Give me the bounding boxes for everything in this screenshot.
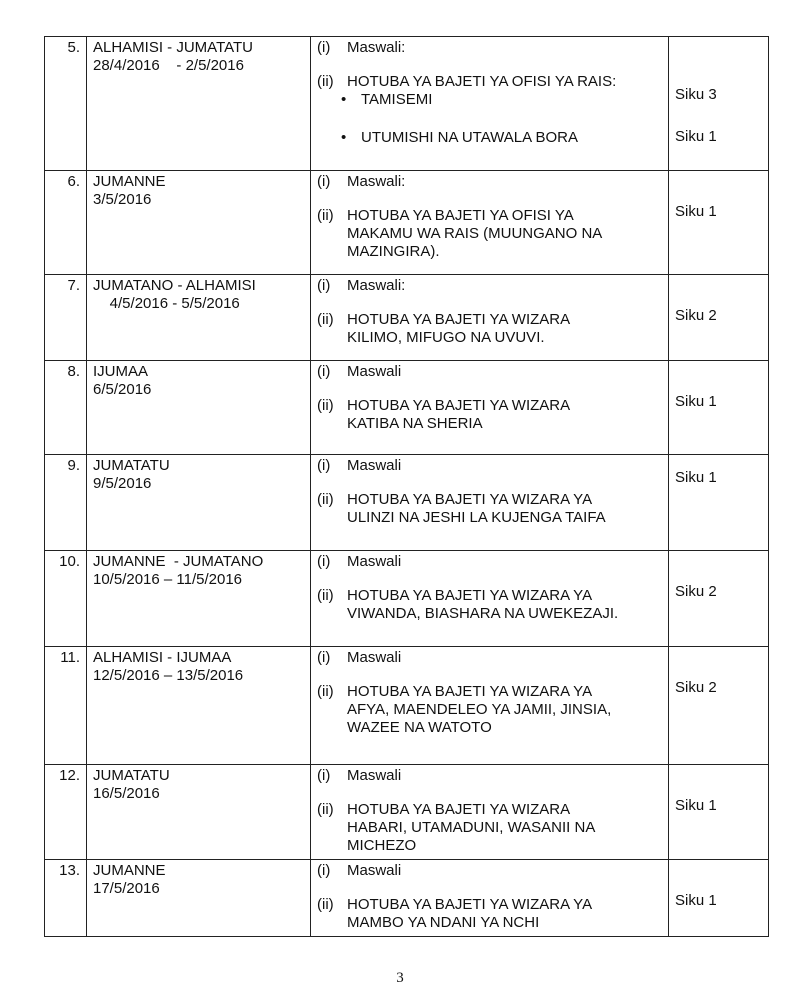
- duration-cell: [669, 171, 769, 275]
- date-cell: [87, 765, 311, 860]
- agenda-item-label: (i): [317, 767, 331, 784]
- date-line: JUMANNE - JUMATANO: [93, 553, 264, 570]
- agenda-item-text: HOTUBA YA BAJETI YA WIZARA YA ULINZI NA JESHI LA KUJENGA TAIFA: [347, 491, 606, 526]
- duration-value: Siku 3: [675, 86, 717, 103]
- agenda-item: [317, 683, 662, 737]
- duration-value: Siku 1: [675, 128, 717, 145]
- agenda-bullet: [317, 91, 662, 109]
- date-line: 12/5/2016 – 13/5/2016: [93, 667, 244, 684]
- agenda-item: [317, 397, 662, 433]
- agenda-item-label: (i): [317, 649, 331, 666]
- agenda-cell: [311, 647, 669, 765]
- agenda-item-text: HOTUBA YA BAJETI YA OFISI YA RAIS:: [347, 73, 617, 90]
- agenda-item-text: Maswali:: [347, 39, 406, 56]
- date-cell: [87, 171, 311, 275]
- schedule-row: [45, 37, 769, 171]
- agenda-item-label: (i): [317, 553, 331, 570]
- date-line: JUMANNE: [93, 862, 166, 879]
- agenda-item-label: (ii): [317, 491, 334, 508]
- row-number: 10.: [45, 551, 87, 647]
- date-line: 9/5/2016: [93, 475, 152, 492]
- date-line: 16/5/2016: [93, 785, 160, 802]
- schedule-row: [45, 275, 769, 361]
- row-number: 5.: [45, 37, 87, 171]
- page-number: 3: [396, 970, 404, 986]
- row-number: 13.: [45, 860, 87, 937]
- duration-cell: [669, 455, 769, 551]
- agenda-item-text: Maswali: [347, 767, 402, 784]
- bullet-icon: •: [341, 129, 347, 146]
- agenda-item-label: (i): [317, 173, 331, 190]
- date-line: JUMANNE: [93, 173, 166, 190]
- agenda-item: [317, 767, 662, 785]
- agenda-bullet-text: TAMISEMI: [361, 91, 433, 108]
- row-number: 6.: [45, 171, 87, 275]
- date-line: 10/5/2016 – 11/5/2016: [93, 571, 243, 588]
- agenda-item-text: HOTUBA YA BAJETI YA WIZARA KATIBA NA SHERIA: [347, 397, 571, 432]
- date-line: IJUMAA: [93, 363, 149, 380]
- agenda-item-text: HOTUBA YA BAJETI YA WIZARA YA VIWANDA, BIASHARA NA UWEKEZAJI.: [347, 587, 619, 622]
- agenda-item: [317, 862, 662, 880]
- duration-cell: [669, 37, 769, 171]
- row-number: 9.: [45, 455, 87, 551]
- agenda-item-label: (ii): [317, 311, 334, 328]
- agenda-cell: [311, 765, 669, 860]
- agenda-item-text: Maswali: [347, 649, 402, 666]
- agenda-item: [317, 801, 662, 855]
- agenda-cell: [311, 37, 669, 171]
- agenda-cell: [311, 171, 669, 275]
- date-cell: [87, 361, 311, 455]
- agenda-item: [317, 173, 662, 191]
- agenda-item: [317, 39, 662, 57]
- agenda-item-label: (i): [317, 457, 331, 474]
- agenda-item-label: (ii): [317, 896, 334, 913]
- schedule-row: [45, 171, 769, 275]
- date-cell: [87, 551, 311, 647]
- agenda-item: [317, 457, 662, 475]
- duration-value: Siku 2: [675, 307, 717, 324]
- agenda-item: [317, 277, 662, 295]
- date-line: JUMATATU: [93, 767, 170, 784]
- date-line: 6/5/2016: [93, 381, 152, 398]
- agenda-item-text: Maswali: [347, 457, 402, 474]
- agenda-item-label: (i): [317, 39, 331, 56]
- agenda-bullet-text: UTUMISHI NA UTAWALA BORA: [361, 129, 578, 146]
- agenda-cell: [311, 275, 669, 361]
- agenda-bullet: [317, 129, 662, 147]
- agenda-cell: [311, 455, 669, 551]
- agenda-item-label: (ii): [317, 73, 334, 90]
- agenda-item-text: HOTUBA YA BAJETI YA WIZARA YA MAMBO YA NDANI YA NCHI: [347, 896, 593, 931]
- agenda-item: [317, 649, 662, 667]
- date-line: JUMATANO - ALHAMISI: [93, 277, 256, 294]
- duration-value: Siku 1: [675, 393, 717, 410]
- date-cell: [87, 455, 311, 551]
- date-line: JUMATATU: [93, 457, 170, 474]
- agenda-item-text: Maswali: [347, 553, 402, 570]
- date-line: ALHAMISI - JUMATATU: [93, 39, 254, 56]
- date-cell: [87, 860, 311, 937]
- agenda-item: [317, 587, 662, 623]
- schedule-body: [45, 37, 769, 937]
- row-number: 7.: [45, 275, 87, 361]
- duration-value: Siku 1: [675, 892, 717, 909]
- agenda-item: [317, 73, 662, 91]
- agenda-item-text: Maswali: [347, 862, 402, 879]
- date-line: 4/5/2016 - 5/5/2016: [93, 295, 240, 312]
- agenda-item-text: HOTUBA YA BAJETI YA OFISI YA MAKAMU WA RAIS (MUUNGANO NA MAZINGIRA).: [347, 207, 603, 260]
- schedule-row: [45, 765, 769, 860]
- duration-cell: [669, 860, 769, 937]
- schedule-row: [45, 455, 769, 551]
- duration-value: Siku 2: [675, 583, 717, 600]
- date-line: 3/5/2016: [93, 191, 152, 208]
- schedule-row: [45, 551, 769, 647]
- row-number: 11.: [45, 647, 87, 765]
- agenda-item-text: HOTUBA YA BAJETI YA WIZARA HABARI, UTAMADUNI, WASANII NA MICHEZO: [347, 801, 596, 854]
- agenda-item-label: (i): [317, 363, 331, 380]
- agenda-item-label: (i): [317, 862, 331, 879]
- duration-value: Siku 2: [675, 679, 717, 696]
- duration-cell: [669, 361, 769, 455]
- agenda-cell: [311, 860, 669, 937]
- agenda-item: [317, 363, 662, 381]
- agenda-item-text: Maswali:: [347, 173, 406, 190]
- agenda-item-text: HOTUBA YA BAJETI YA WIZARA YA AFYA, MAENDELEO YA JAMII, JINSIA, WAZEE NA WATOTO: [347, 683, 612, 736]
- schedule-row: [45, 860, 769, 937]
- duration-cell: [669, 765, 769, 860]
- agenda-item: [317, 207, 662, 261]
- date-cell: [87, 275, 311, 361]
- agenda-item: [317, 491, 662, 527]
- date-line: 28/4/2016 - 2/5/2016: [93, 57, 244, 74]
- duration-value: Siku 1: [675, 203, 717, 220]
- schedule-table: [44, 36, 769, 937]
- duration-value: Siku 1: [675, 469, 717, 486]
- date-cell: [87, 37, 311, 171]
- bullet-icon: •: [341, 91, 347, 108]
- row-number: 8.: [45, 361, 87, 455]
- agenda-item-label: (i): [317, 277, 331, 294]
- schedule-row: [45, 647, 769, 765]
- agenda-item: [317, 311, 662, 347]
- duration-cell: [669, 551, 769, 647]
- agenda-item: [317, 553, 662, 571]
- agenda-item-text: Maswali: [347, 363, 402, 380]
- row-number: 12.: [45, 765, 87, 860]
- agenda-item-label: (ii): [317, 801, 334, 818]
- date-line: 17/5/2016: [93, 880, 160, 897]
- date-cell: [87, 647, 311, 765]
- agenda-cell: [311, 361, 669, 455]
- duration-cell: [669, 647, 769, 765]
- agenda-item-label: (ii): [317, 683, 334, 700]
- duration-value: Siku 1: [675, 797, 717, 814]
- agenda-item: [317, 896, 662, 932]
- agenda-cell: [311, 551, 669, 647]
- schedule-row: [45, 361, 769, 455]
- agenda-item-label: (ii): [317, 587, 334, 604]
- duration-cell: [669, 275, 769, 361]
- agenda-item-text: HOTUBA YA BAJETI YA WIZARA KILIMO, MIFUGO NA UVUVI.: [347, 311, 571, 346]
- agenda-item-label: (ii): [317, 397, 334, 414]
- agenda-item-text: Maswali:: [347, 277, 406, 294]
- date-line: ALHAMISI - IJUMAA: [93, 649, 232, 666]
- agenda-item-label: (ii): [317, 207, 334, 224]
